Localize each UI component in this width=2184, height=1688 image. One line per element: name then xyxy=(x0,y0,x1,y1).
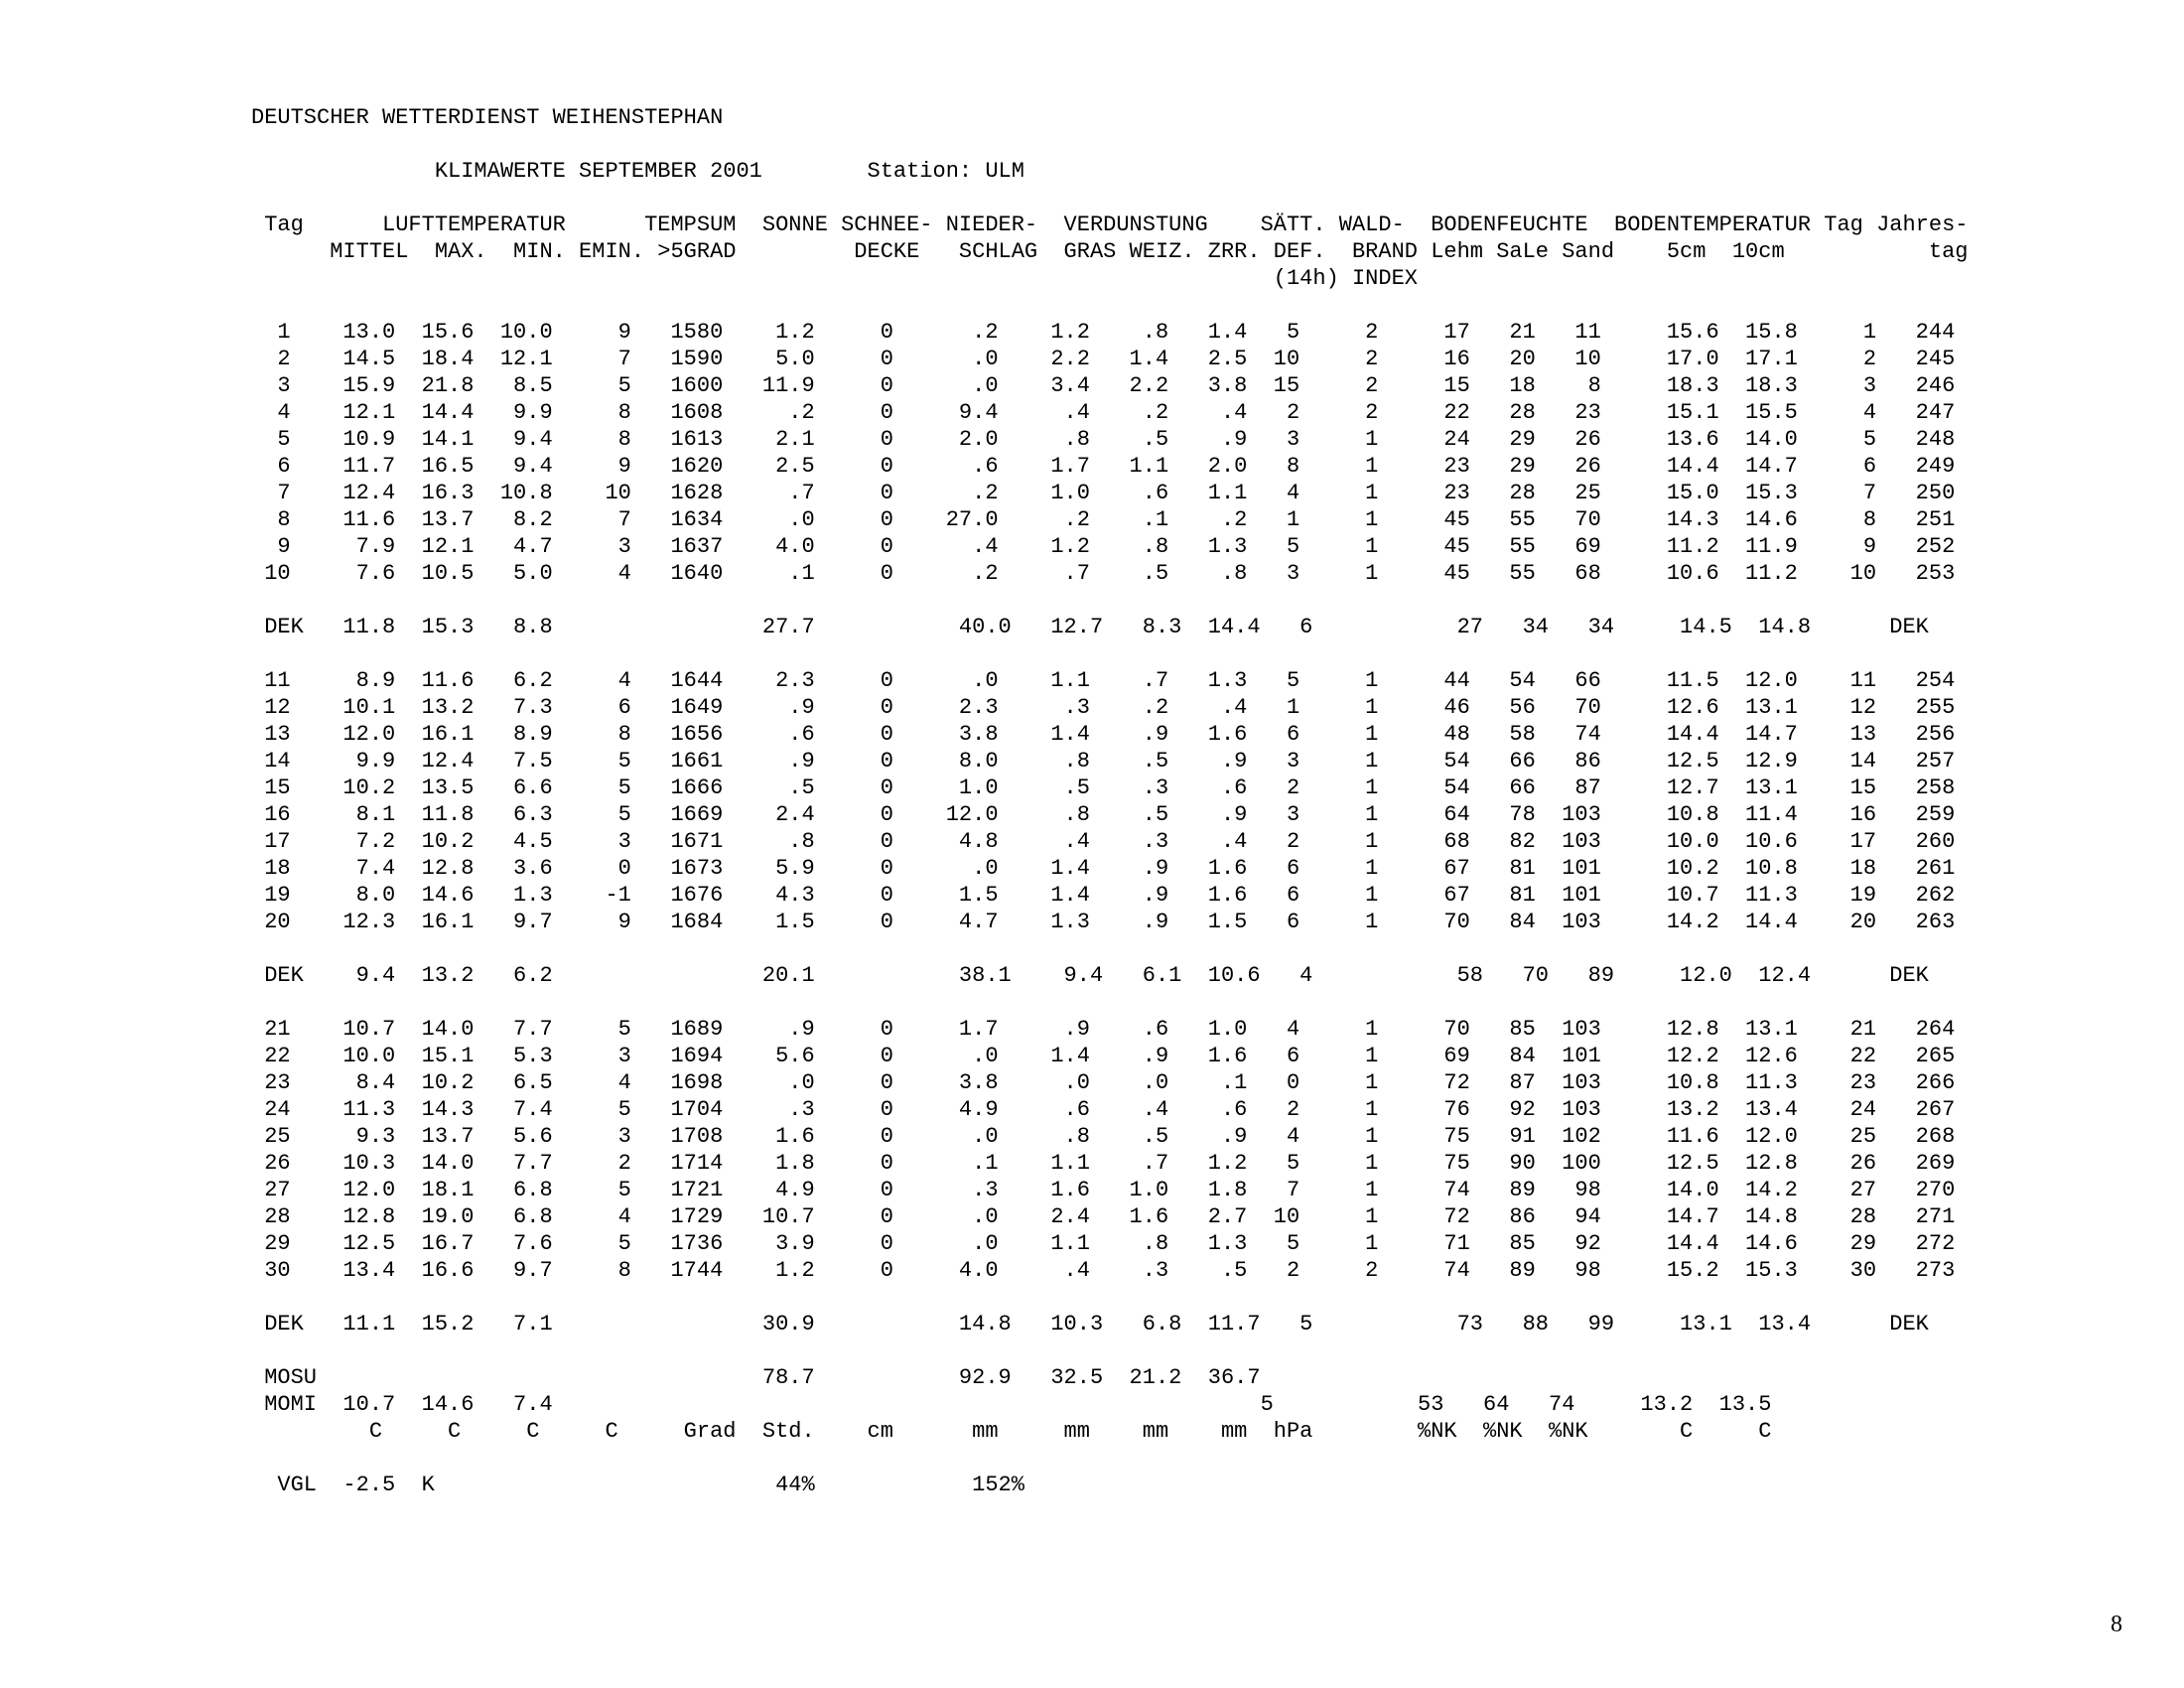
report-line: 8 11.6 13.7 8.2 7 1634 .0 0 27.0 .2 .1 .2 1 1 45 55 70 14.3 14.6 8 251 xyxy=(251,507,1956,532)
report-line: 15 10.2 13.5 6.6 5 1666 .5 0 1.0 .5 .3 .6 2 1 54 66 87 12.7 13.1 15 258 xyxy=(251,775,1956,800)
report-line: 4 12.1 14.4 9.9 8 1608 .2 0 9.4 .4 .2 .4 2 2 22 28 23 15.1 15.5 4 247 xyxy=(251,400,1956,425)
report-line: 6 11.7 16.5 9.4 9 1620 2.5 0 .6 1.7 1.1 2.0 8 1 23 29 26 14.4 14.7 6 249 xyxy=(251,454,1956,479)
report-line: C C C C Grad Std. cm mm mm mm mm hPa %NK %NK %NK C C xyxy=(251,1419,1772,1444)
report-line: 17 7.2 10.2 4.5 3 1671 .8 0 4.8 .4 .3 .4 2 1 68 82 103 10.0 10.6 17 260 xyxy=(251,829,1956,854)
report-line: 29 12.5 16.7 7.6 5 1736 3.9 0 .0 1.1 .8 1.3 5 1 71 85 92 14.4 14.6 29 272 xyxy=(251,1231,1956,1256)
report-line: 23 8.4 10.2 6.5 4 1698 .0 0 3.8 .0 .0 .1 0 1 72 87 103 10.8 11.3 23 266 xyxy=(251,1070,1956,1095)
report-line: 1 13.0 15.6 10.0 9 1580 1.2 0 .2 1.2 .8 1.4 5 2 17 21 11 15.6 15.8 1 244 xyxy=(251,320,1956,345)
report-line: 12 10.1 13.2 7.3 6 1649 .9 0 2.3 .3 .2 .4 1 1 46 56 70 12.6 13.1 12 255 xyxy=(251,695,1956,720)
report-line: DEK 11.1 15.2 7.1 30.9 14.8 10.3 6.8 11.7 5 73 88 99 13.1 13.4 DEK xyxy=(251,1312,1929,1336)
report-line xyxy=(251,587,1968,614)
report-line xyxy=(251,989,1968,1016)
report-line: Tag LUFTTEMPERATUR TEMPSUM SONNE SCHNEE- NIEDER- VERDUNSTUNG SÄTT. WALD- BODENFEUCHTE BODENTEMPERATUR Tag Jahres- xyxy=(251,212,1969,237)
report-line: MOMI 10.7 14.6 7.4 5 53 64 74 13.2 13.5 xyxy=(251,1392,1772,1417)
report-line: 22 10.0 15.1 5.3 3 1694 5.6 0 .0 1.4 .9 1.6 6 1 69 84 101 12.2 12.6 22 265 xyxy=(251,1044,1956,1068)
page-number: 8 xyxy=(2111,1612,2122,1637)
report-line xyxy=(251,185,1968,211)
report-line: 10 7.6 10.5 5.0 4 1640 .1 0 .2 .7 .5 .8 3 1 45 55 68 10.6 11.2 10 253 xyxy=(251,561,1956,586)
report-line xyxy=(251,1445,1968,1472)
report-line: DEUTSCHER WETTERDIENST WEIHENSTEPHAN xyxy=(251,105,724,130)
report-line: DEK 9.4 13.2 6.2 20.1 38.1 9.4 6.1 10.6 4 58 70 89 12.0 12.4 DEK xyxy=(251,963,1929,988)
report-line: 16 8.1 11.8 6.3 5 1669 2.4 0 12.0 .8 .5 .9 3 1 64 78 103 10.8 11.4 16 259 xyxy=(251,802,1956,827)
report-line: 9 7.9 12.1 4.7 3 1637 4.0 0 .4 1.2 .8 1.3 5 1 45 55 69 11.2 11.9 9 252 xyxy=(251,534,1956,559)
report-line: KLIMAWERTE SEPTEMBER 2001 Station: ULM xyxy=(251,159,1024,184)
report-line: VGL -2.5 K 44% 152% xyxy=(251,1473,1024,1497)
report-line xyxy=(251,131,1968,158)
report-line: 14 9.9 12.4 7.5 5 1661 .9 0 8.0 .8 .5 .9 3 1 54 66 86 12.5 12.9 14 257 xyxy=(251,749,1956,774)
report-line: 28 12.8 19.0 6.8 4 1729 10.7 0 .0 2.4 1.6 2.7 10 1 72 86 94 14.7 14.8 28 271 xyxy=(251,1204,1956,1229)
report-line: MOSU 78.7 92.9 32.5 21.2 36.7 xyxy=(251,1365,1261,1390)
report-line: 13 12.0 16.1 8.9 8 1656 .6 0 3.8 1.4 .9 1.6 6 1 48 58 74 14.4 14.7 13 256 xyxy=(251,722,1956,747)
report-line: 27 12.0 18.1 6.8 5 1721 4.9 0 .3 1.6 1.0 1.8 7 1 74 89 98 14.0 14.2 27 270 xyxy=(251,1178,1956,1202)
report-line: 2 14.5 18.4 12.1 7 1590 5.0 0 .0 2.2 1.4 2.5 10 2 16 20 10 17.0 17.1 2 245 xyxy=(251,347,1956,371)
report-line xyxy=(251,1337,1968,1364)
report-line: (14h) INDEX xyxy=(251,266,1418,291)
report-line xyxy=(251,292,1968,319)
report-line: 26 10.3 14.0 7.7 2 1714 1.8 0 .1 1.1 .7 1.2 5 1 75 90 100 12.5 12.8 26 269 xyxy=(251,1151,1956,1176)
report-line: 20 12.3 16.1 9.7 9 1684 1.5 0 4.7 1.3 .9 1.5 6 1 70 84 103 14.2 14.4 20 263 xyxy=(251,910,1956,934)
report-line: 18 7.4 12.8 3.6 0 1673 5.9 0 .0 1.4 .9 1.6 6 1 67 81 101 10.2 10.8 18 261 xyxy=(251,856,1956,881)
report-line: 3 15.9 21.8 8.5 5 1600 11.9 0 .0 3.4 2.2 3.8 15 2 15 18 8 18.3 18.3 3 246 xyxy=(251,373,1956,398)
report-line: 21 10.7 14.0 7.7 5 1689 .9 0 1.7 .9 .6 1.0 4 1 70 85 103 12.8 13.1 21 264 xyxy=(251,1017,1956,1042)
report-line: 5 10.9 14.1 9.4 8 1613 2.1 0 2.0 .8 .5 .9 3 1 24 29 26 13.6 14.0 5 248 xyxy=(251,427,1956,452)
report-line: 7 12.4 16.3 10.8 10 1628 .7 0 .2 1.0 .6 1.1 4 1 23 28 25 15.0 15.3 7 250 xyxy=(251,481,1956,505)
report-line: 25 9.3 13.7 5.6 3 1708 1.6 0 .0 .8 .5 .9 4 1 75 91 102 11.6 12.0 25 268 xyxy=(251,1124,1956,1149)
climate-report-table xyxy=(251,104,1968,1498)
report-line: 30 13.4 16.6 9.7 8 1744 1.2 0 4.0 .4 .3 .5 2 2 74 89 98 15.2 15.3 30 273 xyxy=(251,1258,1956,1283)
report-line: DEK 11.8 15.3 8.8 27.7 40.0 12.7 8.3 14.4 6 27 34 34 14.5 14.8 DEK xyxy=(251,615,1929,639)
report-line: 24 11.3 14.3 7.4 5 1704 .3 0 4.9 .6 .4 .6 2 1 76 92 103 13.2 13.4 24 267 xyxy=(251,1097,1956,1122)
report-line: 19 8.0 14.6 1.3 -1 1676 4.3 0 1.5 1.4 .9 1.6 6 1 67 81 101 10.7 11.3 19 262 xyxy=(251,883,1956,908)
report-line xyxy=(251,1284,1968,1311)
report-line: MITTEL MAX. MIN. EMIN. >5GRAD DECKE SCHLAG GRAS WEIZ. ZRR. DEF. BRAND Lehm SaLe Sand 5cm 10cm tag xyxy=(251,239,1969,264)
report-line xyxy=(251,935,1968,962)
report-line: 11 8.9 11.6 6.2 4 1644 2.3 0 .0 1.1 .7 1.3 5 1 44 54 66 11.5 12.0 11 254 xyxy=(251,668,1956,693)
report-line xyxy=(251,640,1968,667)
